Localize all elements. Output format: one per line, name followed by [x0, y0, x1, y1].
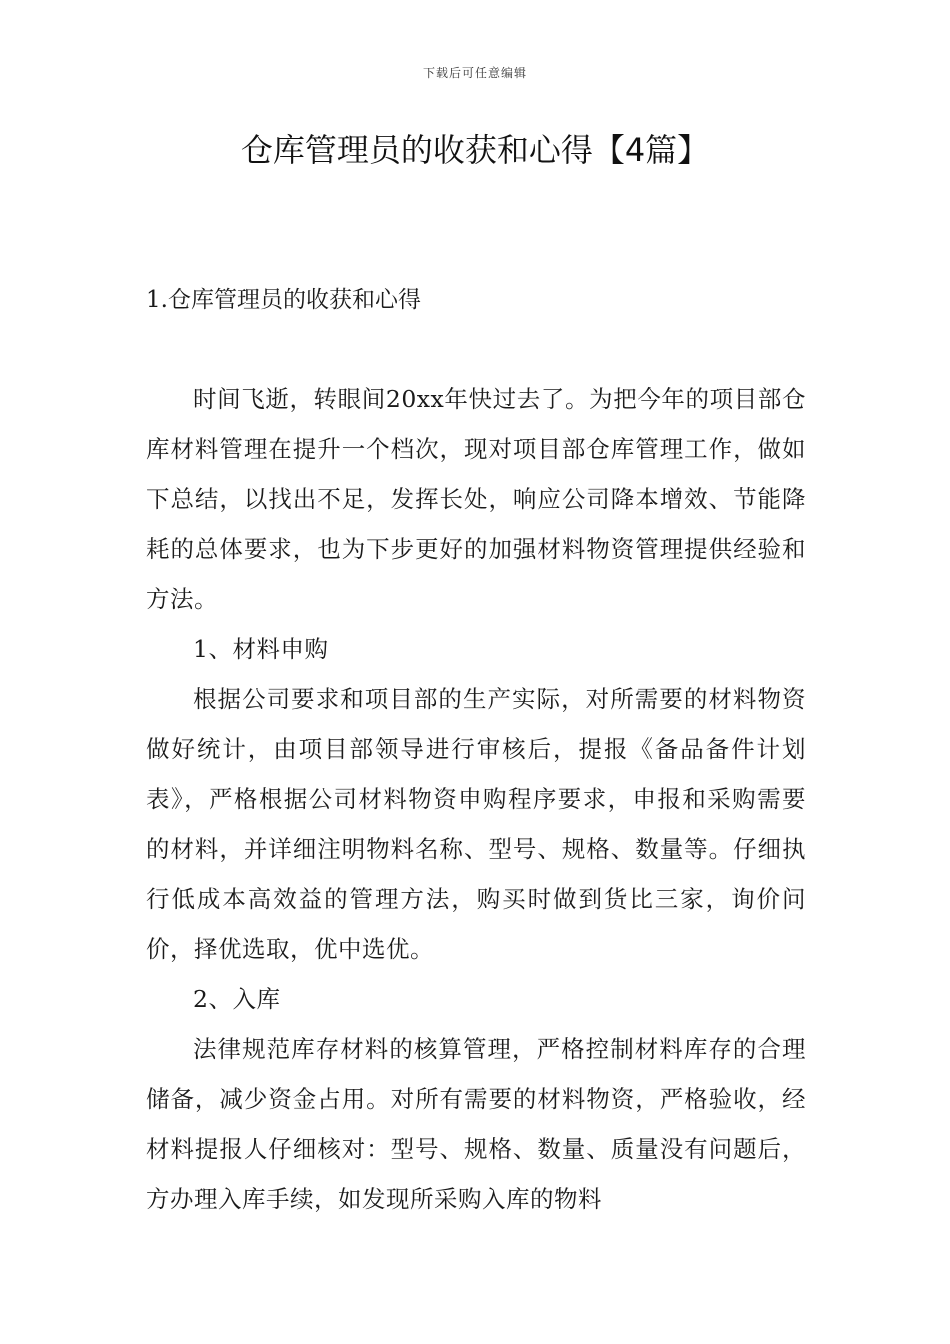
subheading-material-purchase: 1、材料申购	[193, 635, 329, 663]
paragraph-intro: 时间飞逝，转眼间20xx年快过去了。为把今年的项目部仓库材料管理在提升一个档次，现对项目部仓库管理工作，做如下总结，以找出不足，发挥长处，响应公司降本增效、节能降耗的总体要求，也为下步更好的加强材料物资管理提供经验和方法。	[146, 385, 806, 613]
subheading-warehousing: 2、入库	[193, 985, 281, 1013]
section-heading: 1.仓库管理员的收获和心得	[146, 287, 421, 313]
document-body	[146, 374, 806, 1224]
paragraph-warehousing: 法律规范库存材料的核算管理，严格控制材料库存的合理储备，减少资金占用。对所有需要的材料物资，严格验收，经材料提报人仔细核对：型号、规格、数量、质量没有问题后，方办理入库手续，如发现所采购入库的物料	[146, 1035, 806, 1213]
header-note: 下载后可任意编辑	[422, 66, 527, 80]
paragraph-material-purchase: 根据公司要求和项目部的生产实际，对所需要的材料物资做好统计，由项目部领导进行审核后，提报《备品备件计划表》，严格根据公司材料物资申购程序要求，申报和采购需要的材料，并详细注明物料名称、型号、规格、数量等。仔细执行低成本高效益的管理方法，购买时做到货比三家，询价问价，择优选取，优中选优。	[146, 685, 806, 963]
document-title: 仓库管理员的收获和心得【4篇】	[240, 131, 710, 169]
